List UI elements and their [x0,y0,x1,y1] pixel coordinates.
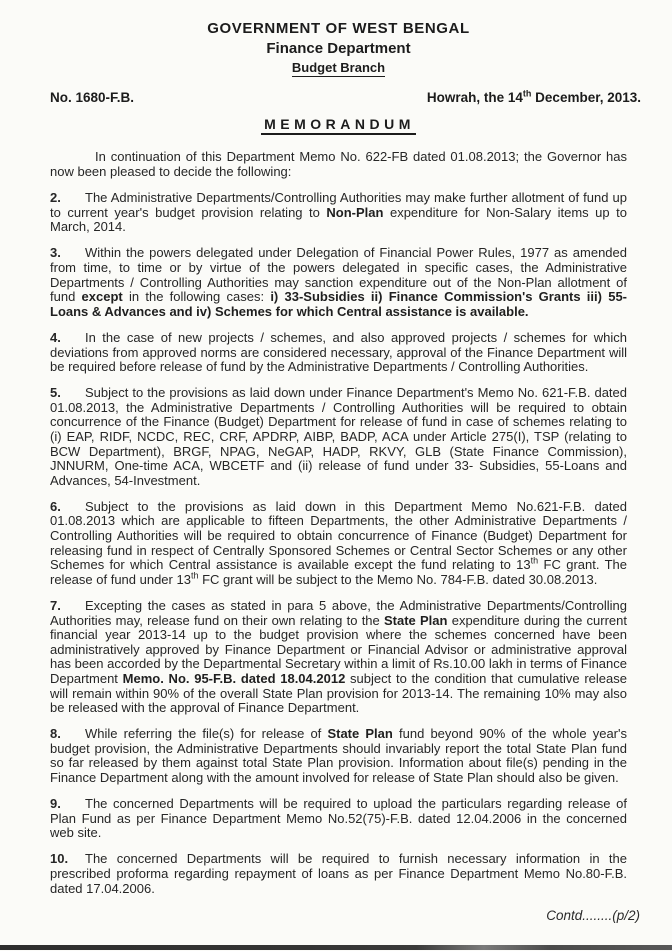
paragraph-text: Subject to the provisions as laid down in this Department Memo No.621-F.B. dated 01.08.2013 which are applicable to fifteen Departments, the other Administrative Departments / Controlling Authorities will be required to obtain concurrence of Finance (Budget) Department for releasing fund in respect of Centrally Sponsored Schemes or Central Sector Schemes or any other Schemes for which Central assistance is available except the fund relating to 13th FC grant. The release of fund under 13th FC grant will be subject to the Memo No. 784-F.B. dated 30.08.2013. [50,498,627,587]
scan-edge-bar [0,945,672,950]
paragraph-number: 5. [50,385,61,401]
paragraph-text: Within the powers delegated under Delegation of Financial Power Rules, 1977 as amended from time, to time or by virtue of the powers delegated in specific cases, the Administrative Departments / Controlling Authorities may sanction expenditure out of the Non-Plan allotment of fund except in the following cases: i) 33-Subsidies ii) Finance Commission's Grants iii) 55-Loans & Advances and iv) Schemes for which Central assistance is available. [50,245,627,319]
memo-paragraph-2 [50,191,627,235]
memo-paragraphs [50,191,627,896]
header-branch-row [50,59,627,77]
paragraph-text: The concerned Departments will be required to upload the particulars regarding release of Plan Fund as per Finance Department Memo No.52(75)-F.B. dated 12.04.2006 in the concerned web site. [50,796,627,841]
paragraph-number: 8. [50,726,61,742]
memo-paragraph-5 [50,386,627,488]
memo-number: No. 1680-F.B. [50,90,135,105]
paragraph-number: 6. [50,498,61,514]
memorandum-title: MEMORANDUM [261,116,416,135]
memo-body [50,150,627,896]
memorandum-title-row [50,116,627,135]
paragraph-text: Subject to the provisions as laid down under Finance Department's Memo No. 621-F.B. dated 01.08.2013, the Administrative Departments / Controlling Authorities will be required to obtain concurrence of the Finance (Budget) Department for release of fund in case of schemes relating to (i) EAP, RIDF, NCDC, REC, CRF, APDRP, AIBP, BADP, ACA under Article 275(I), TSP (relating to BCW Department), BRGF, NPAG, NeGAP, HADP, RKVY, GLB (State Finance Commission), JNNURM, One-time ACA, WBCETF and (ii) release of fund under 33- Subsidies, 55-Loans and Advances, 54-Investment. [50,385,627,488]
memo-paragraph-8 [50,727,627,785]
paragraph-text: In the case of new projects / schemes, and also approved projects / schemes for which deviations from approved norms are considered necessary, approval of the Finance Department will be required before release of fund by the Administrative Departments / Controlling Authorities. [50,329,627,375]
paragraph-text: Excepting the cases as stated in para 5 above, the Administrative Departments/Controlling Authorities may, release fund on their own relating to the State Plan expenditure during the current financial year 2013-14 up to the budget provision where the schemes concerned have been administratively approved by Finance Department or Financial Advisor or administrative approval has been accorded by the Departmental Secretary within a limit of Rs.10.00 lakh in terms of Finance Department Memo. No. 95-F.B. dated 18.04.2012 subject to the condition that cumulative release will remain within 90% of the overall State Plan provision for 2013-14. The remaining 10% may also be released with the approval of Finance Department. [50,597,628,716]
continuation-note: Contd........(p/2) [546,907,640,923]
memo-paragraph-7 [50,599,627,716]
paragraph-number: 10. [50,851,69,867]
paragraph-text: While referring the file(s) for release of State Plan fund beyond 90% of the whole year's budget provision, the Administrative Departments should invariably report the total State Plan fund so far released by them against total State Plan provision. Information about file(s) pending in the Finance Department along with the amount involved for release of State Plan should also be given. [50,726,627,785]
paragraph-number: 7. [50,597,61,613]
place-and-date: Howrah, the 14th December, 2013. [426,88,641,105]
header-branch: Budget Branch [291,60,386,75]
header-department: Finance Department [266,40,411,57]
memo-paragraph-6 [50,500,627,588]
paragraph-number: 4. [50,329,61,345]
paragraph-number: 3. [50,245,61,261]
paragraph-number: 9. [50,796,61,812]
memo-paragraph-10 [50,852,627,896]
paragraph-number: 2. [50,190,61,206]
memo-paragraph-3 [50,246,627,319]
memo-paragraph-9 [50,797,627,841]
memo-paragraph-4 [50,331,627,375]
paragraph-text: The Administrative Departments/Controlling Authorities may make further allotment of fund up to current year's budget provision relating to Non-Plan expenditure for Non-Salary items up to March, 2014. [50,190,627,235]
intro-paragraph: In continuation of this Department Memo No. 622-FB dated 01.08.2013; the Governor has now been pleased to decide the following: [50,149,627,179]
memo-number-date-row [50,88,641,105]
paragraph-text: The concerned Departments will be required to furnish necessary information in the prescribed proforma regarding repayment of loans as per Finance Department Memo No.80-F.B. dated 17.04.2006. [50,851,627,896]
header-government: GOVERNMENT OF WEST BENGAL [207,20,470,37]
